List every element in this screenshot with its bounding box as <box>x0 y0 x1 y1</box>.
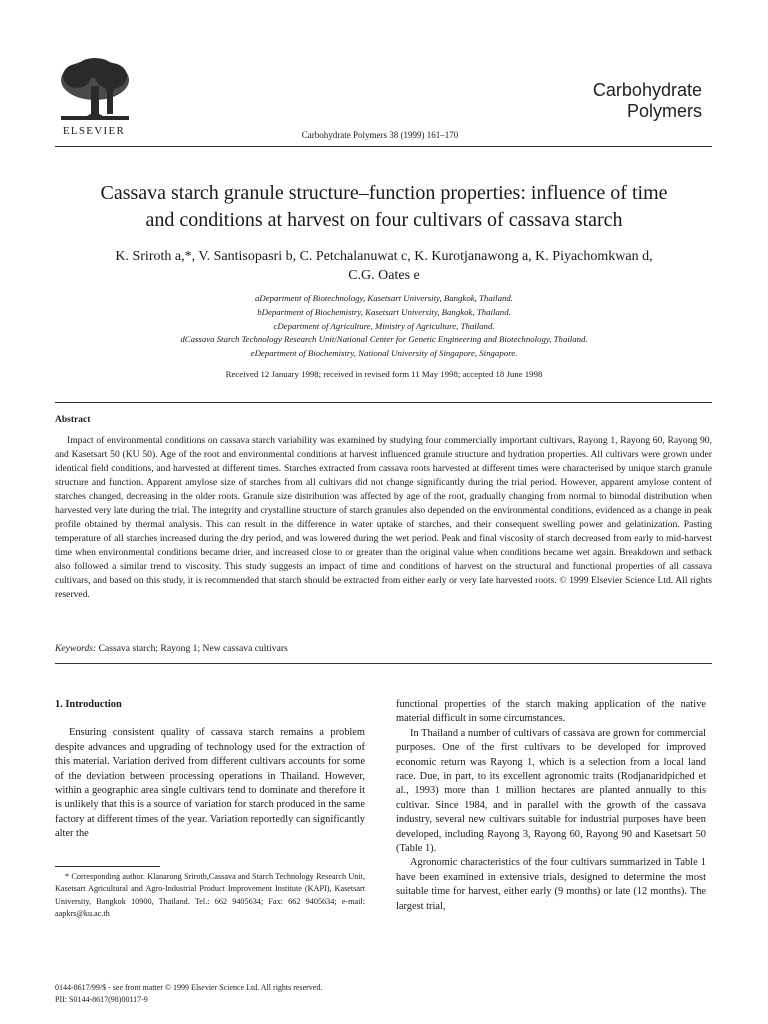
title-line-2: and conditions at harvest on four cultivars of cassava starch <box>145 209 623 231</box>
article-title <box>40 180 728 234</box>
keywords-list: Cassava starch; Rayong 1; New cassava cultivars <box>98 643 288 654</box>
affiliation-e: eDepartment of Biochemistry, National University of Singapore, Singapore. <box>250 348 518 359</box>
footnote-text: * Corresponding author. Klanarong Sriroth,Cassava and Starch Technology Research Unit, Kasetsart Agricultural and Agro-Industrial Product Improvement Institute (KAPI), Kasetsart University, Bangkok 10900, Thailand. Tel.: 662 9405634; Fax: 662 9405634; e-mail: aapkrs@ku.ac.th <box>55 872 365 919</box>
journal-brand-line1: Carbohydrate <box>592 80 702 100</box>
title-line-1: Cassava starch granule structure–function properties: influence of time <box>100 182 668 204</box>
affiliation-d: dCassava Starch Technology Research Unit/National Center for Genetic Engineering and Biotechnology, Thailand. <box>180 334 588 345</box>
keywords-label: Keywords: <box>55 643 97 654</box>
affiliation-c: cDepartment of Agriculture, Ministry of Agriculture, Thailand. <box>273 320 495 331</box>
journal-brand-line2: Polymers <box>626 101 702 121</box>
copyright-line: 0144-8617/99/$ - see front matter © 1999 Elsevier Science Ltd. All rights reserved. <box>55 983 323 992</box>
affiliation-b: bDepartment of Biochemistry, Kasetsart University, Bangkok, Thailand. <box>257 306 511 317</box>
author-list <box>50 247 718 285</box>
affiliations <box>50 292 718 361</box>
section-heading-introduction: 1. Introduction <box>55 699 122 710</box>
affiliation-a: aDepartment of Biotechnology, Kasetsart University, Bangkok, Thailand. <box>254 293 513 303</box>
copyright-footer <box>55 982 322 1007</box>
abstract-heading: Abstract <box>55 415 91 425</box>
intro-paragraph-2: In Thailand a number of cultivars of cassava are grown for commercial purposes. One of the first cultivars to be developed for improved economic return was Rayong 1, which is a selection from a local land race. Due, in part, to its excellent agronomic traits (Rodjanaridpiched et al., 1993) more than 1 million hectares are planted annually to this cultivar. Since 1984, and in parallel with the growth of the cassava industry, several new cultivars suitable for industrial purposes have been developed, including Rayong 3, Rayong 60, Rayong 90 and Kasetsart 50 (Table 1). <box>396 727 706 855</box>
abstract-bottom-divider <box>55 663 712 664</box>
intro-paragraph-continued: functional properties of the starch making application of the native material difficult in some circumstances. <box>396 699 706 725</box>
pii-line: PII: S0144-8617(98)00117-9 <box>55 995 148 1005</box>
elsevier-tree-logo <box>55 58 135 124</box>
keywords <box>55 643 288 654</box>
journal-citation: Carbohydrate Polymers 38 (1999) 161–170 <box>301 130 459 140</box>
authors-line-1: K. Sriroth a,*, V. Santisopasri b, C. Petchalanuwat c, K. Kurotjanawong a, K. Piyachomkwan d, <box>115 249 653 264</box>
authors-line-2: C.G. Oates e <box>348 268 420 283</box>
footnote-divider <box>55 866 160 867</box>
abstract-text: Impact of environmental conditions on cassava starch variability was examined by studying four commercially important cultivars, Rayong 1, Rayong 60, Rayong 90, and Kasetsart 50 (KU 50). Age of the root and environmental conditions at harvest influenced granule structure and hydration properties. All cultivars were grown under identical field conditions, and harvested at different times. Starches extracted from cassava roots harvested at different times were characterised by unique starch granule structure and function. Apparent amylose size of starches from all cultivars did not change significantly during the trial period. However, apparent amylose content of starches changed, decreasing in the older roots. Granule size distribution was affected by age of the root, gradually changing from normal to bimodal distribution when harvested very late during the trial. The integrity and crystalline structure of starch granules also depended on the environmental conditions, evidenced as a change in peak profile obtained by thermal analysis. This can result in the difference in water uptake of starches, and their consequent swelling power and gelatinization. Pasting temperature of all starches increased during the dry period, and was lowered during the wet period. Peak and final viscosity of starch decreased from early to mid-harvest time when environmental conditions became drier, and increased close to or greater than the original value when conditions became wet again. Breakdown and setback also followed a similar trend to viscosity. This study suggests an impact of time and conditions of harvest on the structural and functional properties of all cassava cultivars, and based on this study, it is recommended that starch should be extracted from either early or very late harvested roots. © 1999 Elsevier Science Ltd. All rights reserved. <box>55 435 712 600</box>
publisher-name: ELSEVIER <box>62 125 126 137</box>
intro-paragraph-3: Agronomic characteristics of the four cultivars summarized in Table 1 have been examined in extensive trials, designed to determine the most suitable time for harvest, either early (9 months) or late (12 months). The largest trial, <box>396 857 706 912</box>
received-dates: Received 12 January 1998; received in revised form 11 May 1998; accepted 18 June 1998 <box>225 369 543 379</box>
header-divider <box>55 146 712 147</box>
journal-brand <box>593 80 702 122</box>
right-column <box>396 698 706 914</box>
left-column <box>55 698 365 842</box>
abstract-body <box>55 434 712 602</box>
abstract-top-divider <box>55 402 712 403</box>
intro-paragraph-1: Ensuring consistent quality of cassava starch remains a problem despite advances and upgrading of technology used for the extraction of this material. Variation derived from different cultivars accounts for some of the deviation between processing operations in Thailand. However, within a geographic area single cultivars tend to dominate and therefore it is unlikely that this is a source of variation for starch produced in the same factory at different times of the year. Variation reportedly can significantly alter the <box>55 727 365 840</box>
corresponding-author-footnote <box>55 871 365 921</box>
